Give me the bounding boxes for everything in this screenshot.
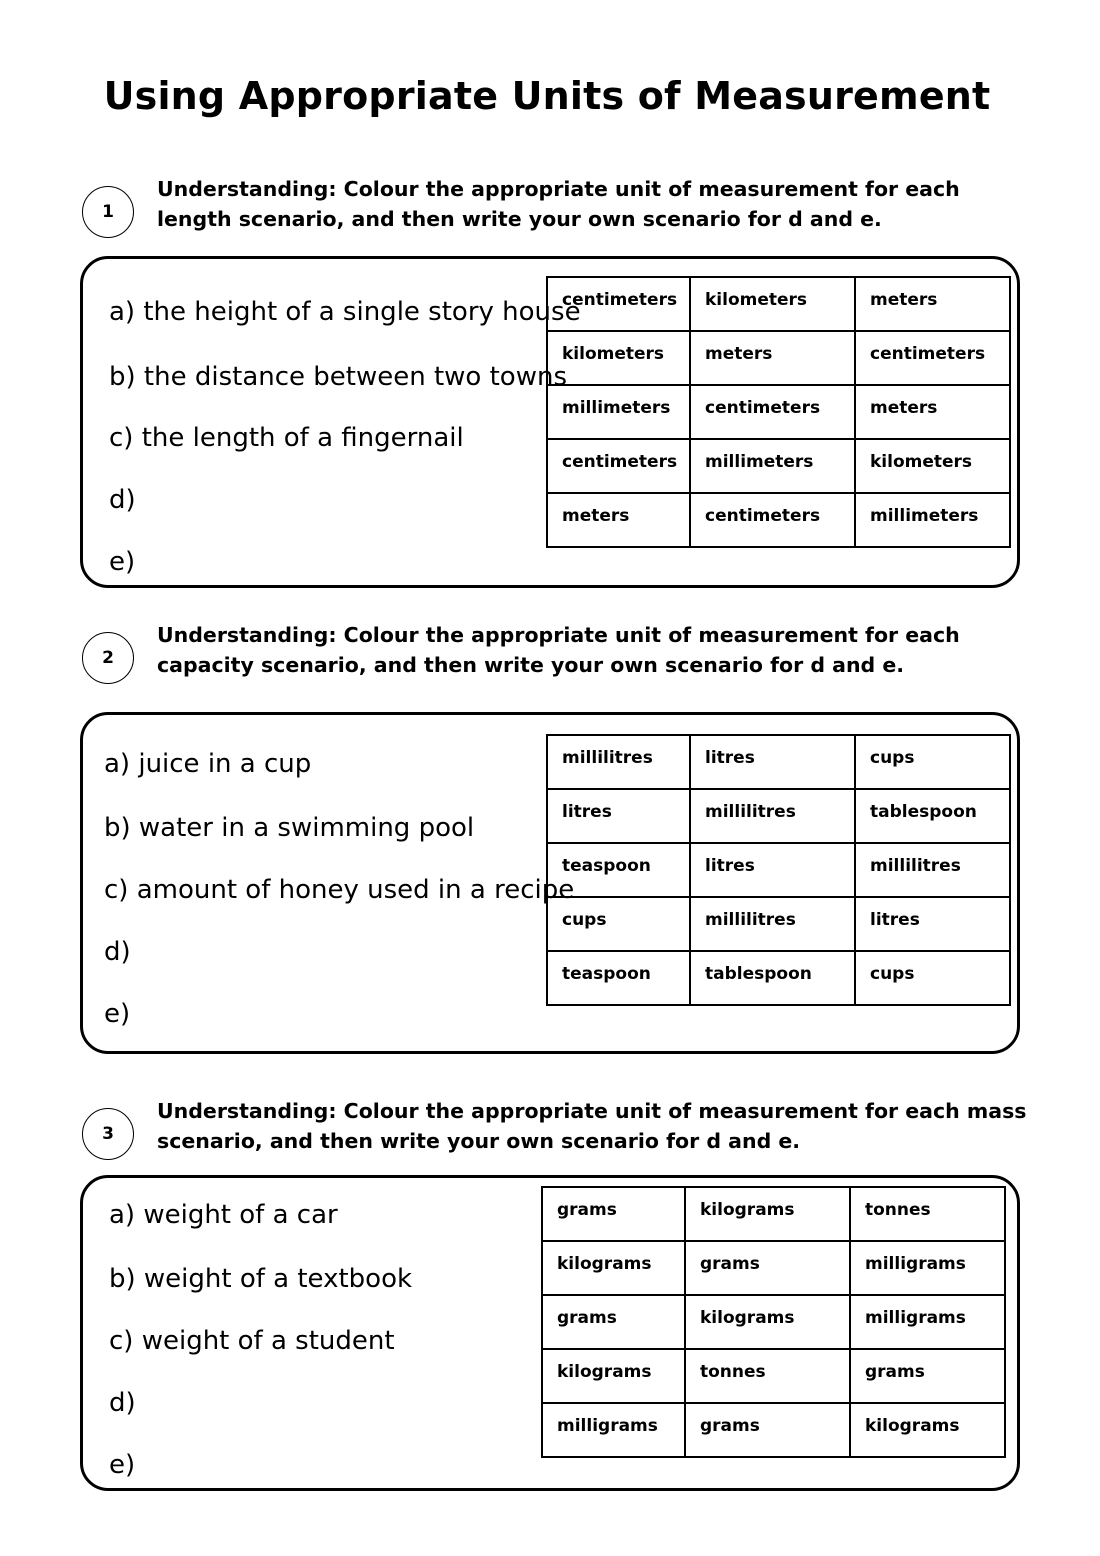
scenario-e[interactable]: e)	[109, 547, 136, 577]
unit-cell[interactable]: meters	[690, 331, 855, 385]
scenario-b: b) the distance between two towns	[109, 362, 567, 392]
scenario-c: c) amount of honey used in a recipe	[104, 875, 575, 905]
unit-cell[interactable]: grams	[850, 1349, 1005, 1403]
unit-cell[interactable]: litres	[547, 789, 690, 843]
table-row	[547, 951, 1010, 1005]
table-row	[547, 735, 1010, 789]
unit-cell[interactable]: grams	[542, 1295, 685, 1349]
unit-cell[interactable]: centimeters	[855, 331, 1010, 385]
table-row	[542, 1295, 1005, 1349]
question-number-badge: 3	[82, 1108, 134, 1160]
unit-cell[interactable]: teaspoon	[547, 951, 690, 1005]
scenario-a: a) the height of a single story house	[109, 297, 581, 327]
unit-cell[interactable]: kilograms	[542, 1241, 685, 1295]
table-row	[542, 1349, 1005, 1403]
unit-cell[interactable]: millimeters	[690, 439, 855, 493]
unit-cell[interactable]: kilometers	[690, 277, 855, 331]
unit-options-table	[546, 276, 1011, 548]
scenario-a: a) juice in a cup	[104, 749, 312, 779]
question-instruction: Understanding: Colour the appropriate unit of measurement for each length scenario, and then write your own scenario for d and e.	[157, 177, 960, 231]
question-number-badge: 2	[82, 632, 134, 684]
scenario-d[interactable]: d)	[109, 1388, 136, 1418]
unit-cell[interactable]: kilograms	[685, 1295, 850, 1349]
unit-cell[interactable]: grams	[685, 1241, 850, 1295]
unit-options-table	[541, 1186, 1006, 1458]
unit-cell[interactable]: litres	[690, 735, 855, 789]
unit-cell[interactable]: tablespoon	[690, 951, 855, 1005]
unit-cell[interactable]: teaspoon	[547, 843, 690, 897]
unit-cell[interactable]: cups	[547, 897, 690, 951]
unit-cell[interactable]: grams	[542, 1187, 685, 1241]
unit-cell[interactable]: tonnes	[685, 1349, 850, 1403]
scenario-b: b) water in a swimming pool	[104, 813, 475, 843]
table-row	[547, 439, 1010, 493]
unit-cell[interactable]: millimeters	[547, 385, 690, 439]
question-instruction: Understanding: Colour the appropriate unit of measurement for each mass scenario, and then write your own scenario for d and e.	[157, 1099, 1027, 1153]
unit-cell[interactable]: kilometers	[855, 439, 1010, 493]
unit-cell[interactable]: milligrams	[850, 1241, 1005, 1295]
unit-cell[interactable]: kilometers	[547, 331, 690, 385]
unit-cell[interactable]: meters	[547, 493, 690, 547]
scenario-c: c) weight of a student	[109, 1326, 395, 1356]
page-title: Using Appropriate Units of Measurement	[103, 74, 991, 118]
unit-options-table	[546, 734, 1011, 1006]
unit-cell[interactable]: millimeters	[855, 493, 1010, 547]
unit-cell[interactable]: millilitres	[690, 897, 855, 951]
unit-cell[interactable]: tablespoon	[855, 789, 1010, 843]
table-row	[542, 1187, 1005, 1241]
table-row	[542, 1403, 1005, 1457]
scenario-c: c) the length of a fingernail	[109, 423, 464, 453]
unit-cell[interactable]: litres	[690, 843, 855, 897]
unit-cell[interactable]: kilograms	[542, 1349, 685, 1403]
unit-cell[interactable]: millilitres	[855, 843, 1010, 897]
scenario-d[interactable]: d)	[109, 485, 136, 515]
table-row	[547, 277, 1010, 331]
unit-cell[interactable]: litres	[855, 897, 1010, 951]
scenario-e[interactable]: e)	[104, 999, 131, 1029]
table-row	[542, 1241, 1005, 1295]
scenario-e[interactable]: e)	[109, 1450, 136, 1480]
table-row	[547, 897, 1010, 951]
unit-cell[interactable]: centimeters	[690, 493, 855, 547]
table-row	[547, 331, 1010, 385]
table-row	[547, 843, 1010, 897]
unit-cell[interactable]: millilitres	[690, 789, 855, 843]
question-instruction: Understanding: Colour the appropriate unit of measurement for each capacity scenario, and then write your own scenario for d and e.	[157, 623, 960, 677]
table-row	[547, 789, 1010, 843]
unit-cell[interactable]: centimeters	[547, 277, 690, 331]
unit-cell[interactable]: meters	[855, 277, 1010, 331]
scenario-d[interactable]: d)	[104, 937, 131, 967]
scenario-a: a) weight of a car	[109, 1200, 338, 1230]
unit-cell[interactable]: meters	[855, 385, 1010, 439]
unit-cell[interactable]: centimeters	[690, 385, 855, 439]
unit-cell[interactable]: kilograms	[850, 1403, 1005, 1457]
table-row	[547, 385, 1010, 439]
unit-cell[interactable]: milligrams	[542, 1403, 685, 1457]
unit-cell[interactable]: millilitres	[547, 735, 690, 789]
unit-cell[interactable]: tonnes	[850, 1187, 1005, 1241]
unit-cell[interactable]: cups	[855, 951, 1010, 1005]
unit-cell[interactable]: centimeters	[547, 439, 690, 493]
unit-cell[interactable]: cups	[855, 735, 1010, 789]
unit-cell[interactable]: kilograms	[685, 1187, 850, 1241]
scenario-b: b) weight of a textbook	[109, 1264, 413, 1294]
table-row	[547, 493, 1010, 547]
unit-cell[interactable]: grams	[685, 1403, 850, 1457]
unit-cell[interactable]: milligrams	[850, 1295, 1005, 1349]
question-number-badge: 1	[82, 186, 134, 238]
